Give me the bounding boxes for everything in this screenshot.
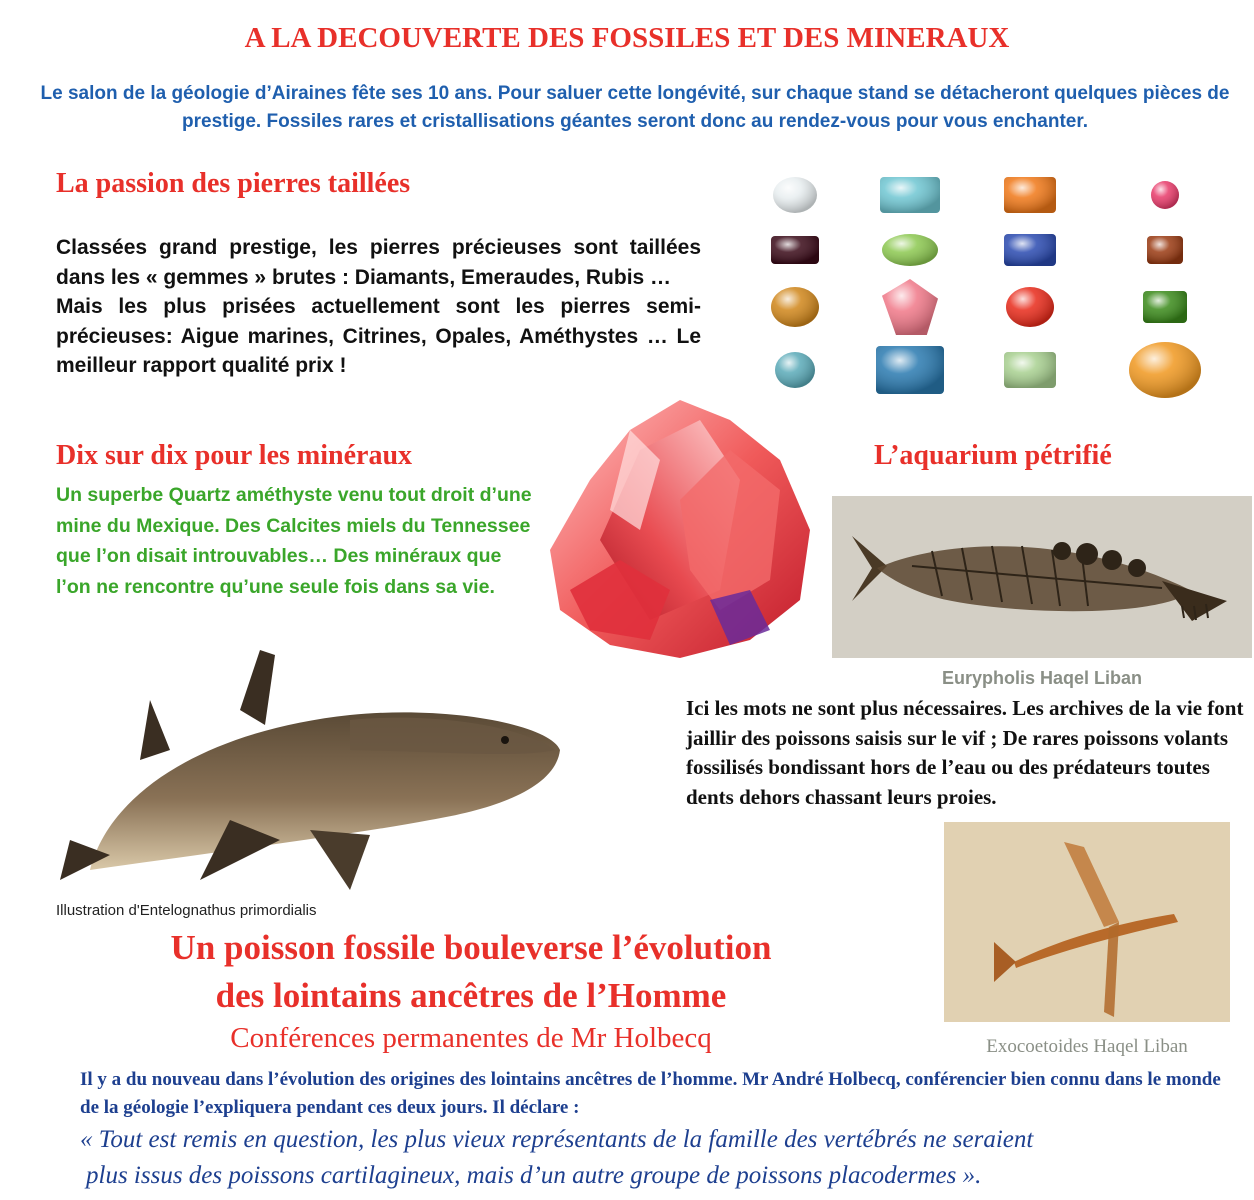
quote-line-2: plus issus des poissons cartilagineux, mais d’un autre groupe de poissons placodermes ». bbox=[86, 1162, 982, 1189]
headline-line-2: des lointains ancêtres de l’Homme bbox=[215, 976, 727, 1015]
gem-sapphire bbox=[1004, 234, 1056, 266]
eurypholis-caption: Eurypholis Haqel Liban bbox=[941, 668, 1143, 688]
gem-fire-opal bbox=[1004, 177, 1056, 213]
gem-ruby bbox=[1006, 287, 1054, 327]
gems-text bbox=[56, 233, 701, 381]
main-title: A LA DECOUVERTE DES FOSSILES ET DES MINERAUX bbox=[244, 22, 1010, 54]
exocoetoides-caption: Exocoetoides Haqel Liban bbox=[986, 1036, 1188, 1057]
conference-text: Il y a du nouveau dans l’évolution des origines des lointains ancêtres de l’homme. Mr André Holbecq, conférencier bien connu dans le monde de la géologie l’expliquera pendant ces deux jours. Il déclare : bbox=[80, 1069, 1221, 1118]
gems-paragraph-1: Classées grand prestige, les pierres précieuses sont taillées dans les « gemmes » brutes : Diamants, Emeraudes, Rubis … bbox=[56, 236, 701, 289]
gems-paragraph-2: Mais les plus prisées actuellement sont les pierres semi-précieuses: Aigue marines, Citrines, Opales, Améthystes … Le meilleur rapport qualité prix ! bbox=[56, 295, 701, 377]
quote bbox=[80, 1122, 1240, 1194]
quartz-crystal-image bbox=[530, 390, 820, 660]
intro-text: Le salon de la géologie d’Airaines fête ses 10 ans. Pour saluer cette longévité, sur chaque stand se détacheront quelques pièces de prestige. Fossiles rares et cristallisations géantes seront donc au rendez-vous pour vous enchanter. bbox=[40, 83, 1230, 132]
gem-diamond bbox=[773, 177, 817, 213]
gem-hessonite bbox=[1147, 236, 1183, 264]
gem-green-tourmaline bbox=[1143, 291, 1187, 323]
gem-pink-tourmaline bbox=[1151, 181, 1179, 209]
gem-aquamarine bbox=[880, 177, 940, 213]
gem-green-beryl bbox=[1004, 352, 1056, 388]
gem-blue-topaz bbox=[876, 346, 944, 394]
gem-blue-zircon bbox=[775, 352, 815, 388]
gem-orange-sapphire bbox=[1129, 342, 1201, 398]
aquarium-heading: L’aquarium pétrifié bbox=[874, 440, 1112, 471]
headline-line-1: Un poisson fossile bouleverse l’évolution bbox=[170, 928, 772, 967]
gemstones-image bbox=[735, 165, 1235, 405]
minerals-text: Un superbe Quartz améthyste venu tout droit d’une mine du Mexique. Des Calcites miels du Tennessee que l’on disait introuvables… Des minéraux que l’on ne rencontre qu’une seule fois dans sa vie. bbox=[56, 484, 532, 598]
conferences-subheadline: Conférences permanentes de Mr Holbecq bbox=[230, 1022, 712, 1054]
minerals-heading: Dix sur dix pour les minéraux bbox=[56, 440, 413, 471]
quote-line-1: « Tout est remis en question, les plus vieux représentants de la famille des vertébrés ne seraient bbox=[80, 1126, 1034, 1153]
gems-heading: La passion des pierres taillées bbox=[56, 168, 411, 199]
eurypholis-fossil-image bbox=[832, 496, 1252, 658]
illustration-caption: Illustration d'Entelognathus primordialis bbox=[56, 902, 317, 919]
entelognathus-illustration bbox=[50, 640, 570, 900]
gem-peridot bbox=[882, 234, 938, 266]
gem-garnet bbox=[771, 236, 819, 264]
exocoetoides-fossil-image bbox=[944, 822, 1230, 1022]
fossil-fish-headline bbox=[56, 924, 886, 1020]
gem-citrine bbox=[771, 287, 819, 327]
gem-morganite bbox=[882, 279, 938, 335]
aquarium-text: Ici les mots ne sont plus nécessaires. Les archives de la vie font jaillir des poissons saisis sur le vif ; De rares poissons volants fossilisés bondissant hors de l’eau ou des prédateurs toutes dents dehors chassant leurs proies. bbox=[686, 696, 1244, 809]
